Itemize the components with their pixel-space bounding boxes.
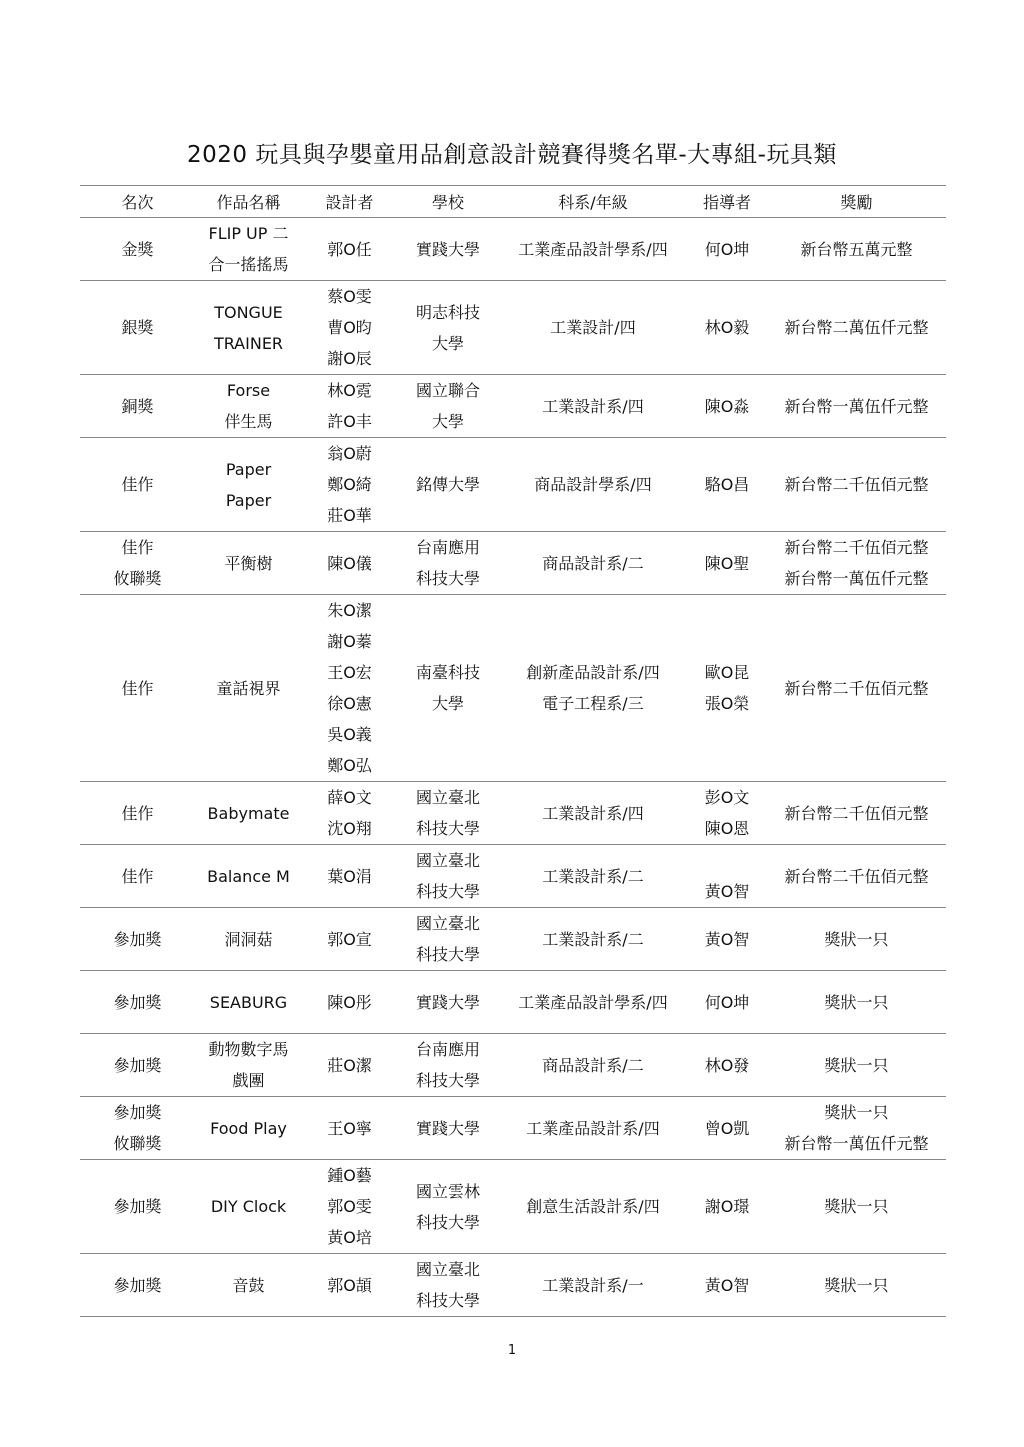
designer-cell: [302, 782, 397, 845]
cell-line: 謝O蓁: [327, 632, 372, 651]
cell-line: 科技大學: [415, 569, 480, 588]
cell-line: 鄭O綺: [327, 475, 372, 494]
prize-cell: [767, 1254, 946, 1317]
cell-line: 銘傳大學: [415, 475, 480, 494]
cell-line: 郭O頡: [327, 1275, 372, 1295]
cell-line: 曾O凱: [704, 1118, 750, 1138]
column-header-work: 作品名稱: [195, 186, 302, 218]
designer-cell: [302, 1034, 397, 1097]
cell-line: 明志科技: [415, 302, 480, 322]
cell-line: 駱O昌: [704, 475, 750, 494]
school-cell: [397, 532, 499, 595]
advisor-cell: [687, 1254, 767, 1317]
cell-line: 科技大學: [415, 1291, 480, 1310]
rank-cell: [80, 1254, 195, 1317]
cell-line: 參加獎: [113, 1197, 162, 1216]
cell-line: 工業產品設計系/四: [526, 1118, 660, 1138]
designer-cell: [302, 595, 397, 782]
cell-line: 洞洞菇: [224, 929, 273, 949]
department-cell: [499, 845, 687, 908]
department-cell: [499, 532, 687, 595]
designer-cell: [302, 971, 397, 1034]
cell-line: 台南應用: [415, 1040, 480, 1059]
advisor-cell: [687, 281, 767, 375]
cell-line: 實踐大學: [415, 239, 480, 259]
page-number: 1: [507, 1343, 517, 1358]
cell-line: 工業設計系/四: [542, 803, 644, 823]
cell-line: Paper: [225, 459, 272, 479]
rank-cell: [80, 438, 195, 532]
rank-cell: [80, 595, 195, 782]
cell-line: 黃O智: [704, 1275, 750, 1295]
cell-line: 科技大學: [415, 1071, 480, 1090]
cell-line: 新台幣二萬伍仟元整: [784, 318, 929, 337]
prize-cell: [767, 438, 946, 532]
column-header-advisor: 指導者: [687, 186, 767, 218]
table-body: [80, 218, 946, 1317]
column-header-prize: 獎勵: [767, 186, 946, 218]
cell-line: 新台幣一萬伍仟元整: [784, 396, 929, 416]
advisor-cell: [687, 532, 767, 595]
cell-line: 獎狀一只: [824, 992, 889, 1012]
table-row: [80, 532, 946, 595]
cell-line: 新台幣一萬伍仟元整: [784, 569, 929, 588]
cell-line: 新台幣二千伍佰元整: [784, 803, 929, 823]
table-row: [80, 218, 946, 281]
cell-line: 平衡樹: [224, 553, 273, 573]
cell-line: SEABURG: [209, 992, 288, 1012]
table-row: [80, 438, 946, 532]
rank-cell: [80, 971, 195, 1034]
cell-line: 莊O華: [327, 506, 372, 525]
school-cell: [397, 375, 499, 438]
cell-line: 新台幣五萬元整: [800, 239, 913, 259]
prize-cell: [767, 281, 946, 375]
designer-cell: [302, 845, 397, 908]
cell-line: 新台幣二千伍佰元整: [784, 678, 929, 698]
cell-line: 新台幣二千伍佰元整: [784, 475, 929, 494]
school-cell: [397, 1097, 499, 1160]
cell-line: 蔡O雯: [327, 287, 372, 306]
rank-cell: [80, 1160, 195, 1254]
cell-line: 林O發: [704, 1055, 750, 1075]
work-name-cell: [195, 375, 302, 438]
cell-line: 朱O潔: [327, 601, 372, 620]
cell-line: 參加獎: [113, 1103, 162, 1122]
cell-line: 新台幣一萬伍仟元整: [784, 1134, 929, 1153]
rank-cell: [80, 908, 195, 971]
work-name-cell: [195, 1160, 302, 1254]
advisor-cell: [687, 782, 767, 845]
cell-line: 國立臺北: [415, 914, 480, 933]
cell-line: 陳O恩: [704, 819, 750, 838]
school-cell: [397, 438, 499, 532]
cell-line: 佳作: [121, 866, 154, 886]
work-name-cell: [195, 782, 302, 845]
cell-line: 翁O蔚: [327, 444, 372, 463]
school-cell: [397, 281, 499, 375]
cell-line: 攸聯獎: [113, 569, 162, 588]
designer-cell: [302, 218, 397, 281]
school-cell: [397, 845, 499, 908]
cell-line: 陳O儀: [327, 553, 372, 573]
work-name-cell: [195, 438, 302, 532]
cell-line: 銀獎: [121, 318, 154, 337]
column-header-rank: 名次: [80, 186, 195, 218]
cell-line: 陳O聖: [704, 553, 750, 573]
table-row: [80, 1160, 946, 1254]
cell-line: 參加獎: [113, 992, 162, 1012]
department-cell: [499, 438, 687, 532]
work-name-cell: [195, 595, 302, 782]
cell-line: TONGUE: [214, 302, 283, 322]
work-name-cell: [195, 1097, 302, 1160]
table-row: [80, 1097, 946, 1160]
cell-line: Food Play: [210, 1118, 287, 1138]
advisor-cell: [687, 908, 767, 971]
cell-line: 伴生馬: [224, 412, 273, 431]
cell-line: 曹O昀: [327, 318, 372, 337]
advisor-cell: [687, 595, 767, 782]
cell-line: 童話視界: [216, 678, 281, 698]
cell-line: 工業設計系/四: [542, 396, 644, 416]
cell-line: 金獎: [121, 239, 154, 259]
prize-cell: [767, 532, 946, 595]
department-cell: [499, 281, 687, 375]
column-header-department: 科系/年級: [499, 186, 687, 218]
cell-line: FLIP UP 二: [208, 224, 289, 243]
department-cell: [499, 375, 687, 438]
table-row: [80, 782, 946, 845]
cell-line: 郭O宣: [327, 929, 372, 949]
cell-line: 參加獎: [113, 1055, 162, 1075]
school-cell: [397, 782, 499, 845]
cell-line: Balance M: [207, 866, 290, 886]
cell-line: 何O坤: [704, 992, 750, 1012]
department-cell: [499, 908, 687, 971]
cell-line: 工業設計系/二: [542, 866, 644, 886]
work-name-cell: [195, 281, 302, 375]
prize-cell: [767, 1034, 946, 1097]
advisor-cell: [687, 1034, 767, 1097]
school-cell: [397, 1254, 499, 1317]
table-row: [80, 971, 946, 1034]
designer-cell: [302, 1097, 397, 1160]
advisor-cell: [687, 845, 767, 908]
advisor-cell: [687, 1160, 767, 1254]
cell-line: 科技大學: [415, 945, 480, 964]
table-header-row: [80, 186, 946, 218]
cell-line: 黃O智: [704, 929, 750, 949]
work-name-cell: [195, 218, 302, 281]
work-name-cell: [195, 532, 302, 595]
cell-line: 動物數字馬: [208, 1040, 289, 1059]
cell-line: 大學: [431, 412, 464, 431]
cell-line: 大學: [431, 694, 464, 713]
table-row: [80, 1034, 946, 1097]
cell-line: 獎狀一只: [824, 1055, 889, 1075]
school-cell: [397, 908, 499, 971]
cell-line: 獎狀一只: [824, 929, 889, 949]
school-cell: [397, 218, 499, 281]
cell-line: 莊O潔: [327, 1055, 372, 1075]
table-row: [80, 281, 946, 375]
cell-line: 南臺科技: [415, 663, 480, 682]
designer-cell: [302, 281, 397, 375]
cell-line: 科技大學: [415, 882, 480, 901]
rank-cell: [80, 1034, 195, 1097]
cell-line: 郭O雯: [327, 1197, 372, 1216]
department-cell: [499, 595, 687, 782]
cell-line: 工業設計系/二: [542, 929, 644, 949]
cell-line: 台南應用: [415, 538, 480, 557]
department-cell: [499, 1034, 687, 1097]
prize-cell: [767, 971, 946, 1034]
school-cell: [397, 971, 499, 1034]
cell-line: 陳O淼: [704, 396, 750, 416]
cell-line: 黃O智: [704, 882, 750, 901]
designer-cell: [302, 375, 397, 438]
cell-line: 王O宏: [327, 663, 372, 682]
page-title: 2020 玩具與孕嬰童用品創意設計競賽得獎名單-大專組-玩具類: [187, 142, 837, 168]
prize-cell: [767, 375, 946, 438]
cell-line: 工業產品設計學系/四: [518, 239, 668, 259]
cell-line: 郭O任: [327, 239, 372, 259]
advisor-cell: [687, 375, 767, 438]
cell-line: 沈O翔: [327, 819, 372, 838]
work-name-cell: [195, 971, 302, 1034]
cell-line: 鄭O弘: [327, 756, 372, 775]
advisor-cell: [687, 971, 767, 1034]
advisor-cell: [687, 218, 767, 281]
cell-line: 銅獎: [121, 396, 154, 416]
cell-line: 合一搖搖馬: [208, 255, 289, 274]
cell-line: 國立臺北: [415, 788, 480, 807]
cell-line: TRAINER: [213, 333, 284, 353]
cell-line: 工業產品設計學系/四: [518, 992, 668, 1012]
prize-cell: [767, 1160, 946, 1254]
prize-cell: [767, 1097, 946, 1160]
cell-line: 吳O義: [327, 725, 372, 744]
prize-cell: [767, 845, 946, 908]
cell-line: 林O霓: [327, 381, 372, 400]
cell-line: 獎狀一只: [824, 1197, 889, 1216]
cell-line: 新台幣二千伍佰元整: [784, 866, 929, 886]
cell-line: Forse: [226, 381, 271, 400]
rank-cell: [80, 845, 195, 908]
cell-line: 謝O璟: [704, 1197, 750, 1216]
advisor-cell: [687, 1097, 767, 1160]
cell-line: 創新產品設計系/四: [526, 663, 660, 682]
work-name-cell: [195, 1254, 302, 1317]
cell-line: 戲團: [232, 1071, 265, 1090]
cell-line: 徐O憲: [327, 694, 372, 713]
cell-line: 國立臺北: [415, 851, 480, 870]
column-header-designer: 設計者: [302, 186, 397, 218]
cell-line: 謝O辰: [327, 349, 372, 368]
cell-line: DIY Clock: [210, 1197, 287, 1216]
cell-line: 佳作: [121, 475, 154, 494]
cell-line: 參加獎: [113, 929, 162, 949]
cell-line: 王O寧: [327, 1118, 372, 1138]
cell-line: 許O丰: [327, 412, 372, 431]
cell-line: 科技大學: [415, 819, 480, 838]
work-name-cell: [195, 1034, 302, 1097]
cell-line: 佳作: [121, 803, 154, 823]
designer-cell: [302, 908, 397, 971]
cell-line: 林O毅: [704, 318, 750, 337]
department-cell: [499, 782, 687, 845]
cell-line: 大學: [431, 333, 464, 353]
prize-cell: [767, 218, 946, 281]
cell-line: 工業設計/四: [550, 318, 636, 337]
prize-cell: [767, 595, 946, 782]
cell-line: 商品設計學系/四: [534, 475, 652, 494]
cell-line: 佳作: [121, 538, 154, 557]
cell-line: 攸聯獎: [113, 1134, 162, 1153]
cell-line: 葉O涓: [327, 866, 372, 886]
awards-table: [80, 185, 946, 1317]
designer-cell: [302, 532, 397, 595]
cell-line: 創意生活設計系/四: [526, 1197, 660, 1216]
cell-line: 歐O昆: [704, 663, 750, 682]
cell-line: Babymate: [207, 803, 290, 823]
prize-cell: [767, 908, 946, 971]
cell-line: 工業設計系/一: [542, 1275, 644, 1295]
cell-line: 國立雲林: [415, 1181, 480, 1201]
rank-cell: [80, 532, 195, 595]
department-cell: [499, 971, 687, 1034]
school-cell: [397, 1160, 499, 1254]
cell-line: 電子工程系/三: [542, 694, 644, 713]
work-name-cell: [195, 908, 302, 971]
cell-line: 獎狀一只: [824, 1103, 889, 1122]
department-cell: [499, 1254, 687, 1317]
table-row: [80, 595, 946, 782]
table-row: [80, 375, 946, 438]
rank-cell: [80, 782, 195, 845]
rank-cell: [80, 375, 195, 438]
cell-line: 實踐大學: [415, 1118, 480, 1138]
cell-line: 國立臺北: [415, 1260, 480, 1279]
advisor-cell: [687, 438, 767, 532]
designer-cell: [302, 1160, 397, 1254]
cell-line: 科技大學: [415, 1212, 480, 1232]
cell-line: 佳作: [121, 678, 154, 698]
cell-line: 商品設計系/二: [542, 1055, 644, 1075]
table-row: [80, 1254, 946, 1317]
rank-cell: [80, 218, 195, 281]
school-cell: [397, 595, 499, 782]
rank-cell: [80, 1097, 195, 1160]
designer-cell: [302, 1254, 397, 1317]
cell-line: 薛O文: [327, 788, 372, 807]
cell-line: 實踐大學: [415, 992, 480, 1012]
cell-line: 新台幣二千伍佰元整: [784, 538, 929, 557]
cell-line: 音鼓: [232, 1275, 265, 1295]
column-header-school: 學校: [397, 186, 499, 218]
cell-line: 商品設計系/二: [542, 553, 644, 573]
rank-cell: [80, 281, 195, 375]
cell-line: Paper: [225, 490, 272, 510]
cell-line: 國立聯合: [415, 381, 480, 400]
prize-cell: [767, 782, 946, 845]
department-cell: [499, 1097, 687, 1160]
cell-line: 鍾O藝: [327, 1166, 372, 1185]
cell-line: 獎狀一只: [824, 1275, 889, 1295]
department-cell: [499, 218, 687, 281]
cell-line: [687, 845, 767, 876]
school-cell: [397, 1034, 499, 1097]
designer-cell: [302, 438, 397, 532]
cell-line: 黃O培: [327, 1228, 372, 1247]
work-name-cell: [195, 845, 302, 908]
cell-line: 陳O彤: [327, 992, 372, 1012]
cell-line: 何O坤: [704, 239, 750, 259]
table-row: [80, 908, 946, 971]
department-cell: [499, 1160, 687, 1254]
cell-line: 參加獎: [113, 1275, 162, 1295]
table-row: [80, 845, 946, 908]
cell-line: 彭O文: [704, 788, 750, 807]
cell-line: 張O榮: [704, 694, 750, 713]
